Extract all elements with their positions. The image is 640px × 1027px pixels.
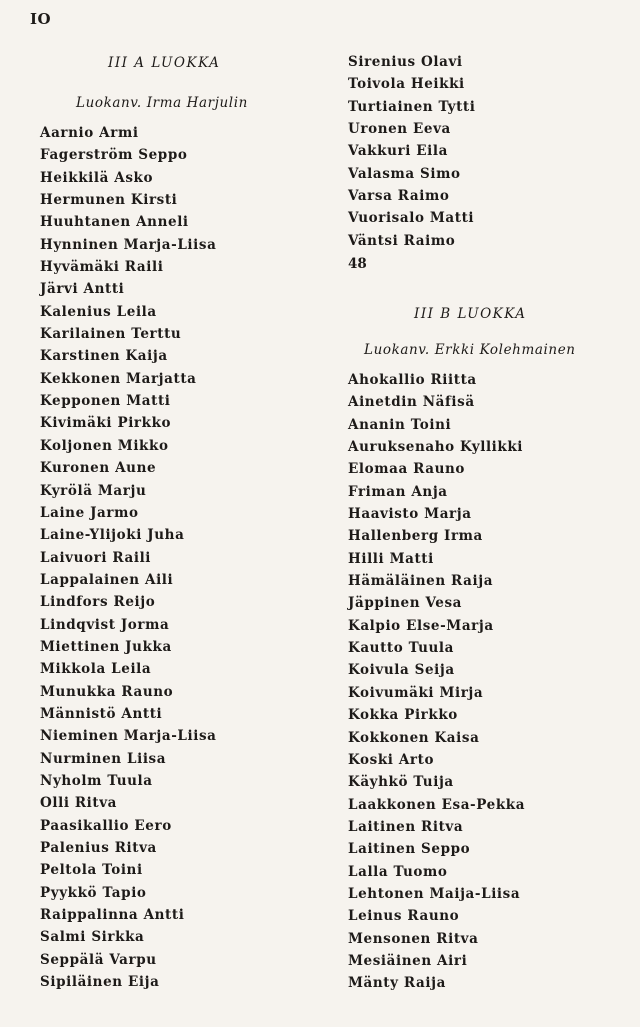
teacher-line-3a: Luokanv. Irma Harjulin [76,95,248,111]
student-name: Karstinen Kaija [40,348,168,365]
student-name: Lehtonen Maija-Liisa [348,885,521,902]
student-name: Haavisto Marja [348,506,472,523]
student-name: Ainetdin Näfisä [348,394,475,411]
student-name: Munukka Rauno [40,683,174,700]
student-name: Kuronen Aune [40,460,157,477]
student-count-3a: 48 [348,256,367,272]
student-name: Männistö Antti [40,705,163,722]
student-name: Koljonen Mikko [40,437,169,454]
student-name: Mikkola Leila [40,661,152,678]
student-name: Huuhtanen Anneli [40,214,189,231]
student-name: Lindqvist Jorma [40,616,170,633]
student-name: Koski Arto [348,751,435,768]
student-list-3b [348,369,525,995]
student-name: Palenius Ritva [40,840,157,856]
student-name: Laitinen Ritva [348,818,464,835]
student-name: Seppälä Varpu [40,951,157,968]
student-name: Mesiäinen Airi [348,952,468,969]
student-name: Auruksenaho Kyllikki [348,439,524,456]
student-name: Hilli Matti [348,550,434,567]
student-name: Friman Anja [348,483,448,500]
student-name: Hynninen Marja-Liisa [40,236,217,253]
student-name: Uronen Eeva [348,121,451,138]
student-name: Leinus Rauno [348,908,460,925]
student-name: Paasikallio Eero [40,817,172,834]
student-name: Mensonen Ritva [348,930,479,947]
student-name: Aarnio Armi [40,125,139,141]
student-list-3a [40,122,217,993]
student-name: Kepponen Matti [40,393,171,410]
student-name: Mänty Raija [348,975,446,992]
student-name: Kekkonen Marjatta [40,370,197,387]
student-name: Peltola Toini [40,862,143,879]
student-name: Kalpio Else-Marja [348,617,494,634]
student-name: Ananin Toini [348,416,452,433]
student-name: Elomaa Rauno [348,461,466,478]
student-name: Kokka Pirkko [348,707,458,724]
student-name: Järvi Antti [40,281,125,298]
student-name: Raippalinna Antti [40,907,185,924]
student-name: Varsa Raimo [348,188,450,205]
student-name: Kokkonen Kaisa [348,729,480,746]
student-name: Valasma Simo [348,165,461,182]
student-name: Hermunen Kirsti [40,192,178,209]
student-name: Salmi Sirkka [40,929,145,946]
class-heading-3a: III A LUOKKA [108,55,221,71]
student-name: Laitinen Seppo [348,841,471,858]
student-name: Fagerström Seppo [40,147,188,164]
student-name: Karilainen Terttu [40,326,182,343]
student-name: Vakkuri Eila [348,143,448,160]
student-list-3a-continued [348,51,476,252]
student-name: Kyrölä Marju [40,482,147,499]
student-name: Kivimäki Pirkko [40,415,172,432]
teacher-line-3b: Luokanv. Erkki Kolehmainen [364,342,576,358]
student-name: Käyhkö Tuija [348,774,454,791]
student-name: Jäppinen Vesa [348,595,463,612]
student-name: Väntsi Raimo [348,232,456,249]
student-name: Nyholm Tuula [40,772,153,789]
student-name: Sipiläinen Eija [40,974,160,991]
student-name: Laivuori Raili [40,549,152,566]
student-name: Kalenius Leila [40,303,157,320]
student-name: Sirenius Olavi [348,54,463,70]
student-name: Pyykkö Tapio [40,884,147,901]
student-name: Koivumäki Mirja [348,684,484,701]
student-name: Turtiainen Tytti [348,98,476,115]
student-name: Laakkonen Esa-Pekka [348,796,526,813]
class-heading-3b: III B LUOKKA [414,306,527,322]
student-name: Hämäläinen Raija [348,573,494,590]
student-name: Lindfors Reijo [40,594,156,611]
student-name: Hallenberg Irma [348,528,483,545]
student-name: Kautto Tuula [348,640,454,657]
student-name: Toivola Heikki [348,76,465,93]
student-name: Koivula Seija [348,662,455,679]
student-name: Lalla Tuomo [348,863,448,880]
student-name: Olli Ritva [40,795,118,812]
student-name: Nurminen Liisa [40,750,167,767]
student-name: Ahokallio Riitta [348,372,477,388]
student-name: Laine Jarmo [40,504,139,521]
student-name: Nieminen Marja-Liisa [40,728,217,745]
student-name: Heikkilä Asko [40,169,154,186]
page-number: IO [30,10,52,28]
student-name: Lappalainen Aili [40,571,174,588]
student-name: Laine-Ylijoki Juha [40,527,185,544]
student-name: Hyvämäki Raili [40,259,164,276]
student-name: Miettinen Jukka [40,638,172,655]
student-name: Vuorisalo Matti [348,210,475,227]
